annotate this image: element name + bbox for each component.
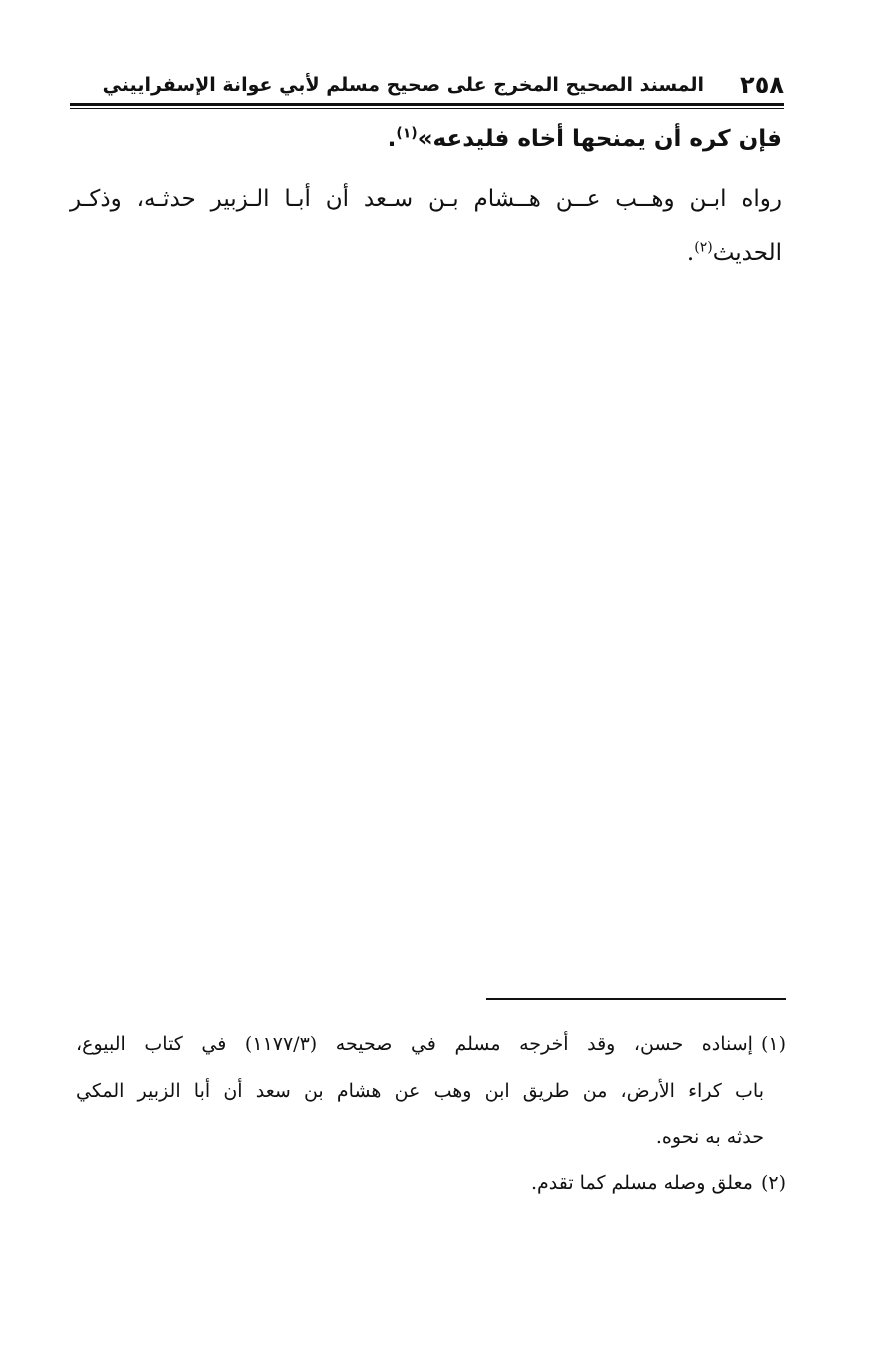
footnote-ref-1: (١): [396, 125, 418, 142]
hadith-text-end: .: [387, 126, 397, 152]
footnote-2-marker: (٢): [760, 1172, 786, 1194]
body-text-end: .: [686, 240, 695, 266]
footnote-1-line-3: حدثه به نحوه.: [655, 1126, 764, 1148]
footnote-ref-2: (٢): [694, 239, 713, 256]
footnote-1-line-2: باب كراء الأرض، من طريق ابن وهب عن هشام بن سعد أن أبا الزبير المكي: [76, 1080, 764, 1102]
header-rule-thin: [70, 108, 784, 109]
footnote-separator: [486, 998, 786, 1000]
body-paragraph-line-2: [687, 240, 782, 266]
footnote-1-marker: (١): [760, 1033, 786, 1055]
footnote-1-text-1: إسناده حسن، وقد أخرجه مسلم في صحيحه (١١٧٧/٣) في كتاب البيوع،: [76, 1033, 753, 1055]
header-rule: [70, 103, 784, 106]
body-paragraph-line-1: رواه ابـن وهــب عــن هــشام بـن سـعد أن أبـا الـزبير حدثـه، وذكـر: [70, 186, 782, 212]
body-text-hadith: الحديث: [712, 240, 782, 266]
footnote-2-text: معلق وصله مسلم كما تقدم.: [530, 1172, 753, 1194]
page-header: [70, 70, 784, 100]
page-number: ٢٥٨: [740, 71, 784, 99]
footnote-2-line-1: [531, 1172, 786, 1194]
hadith-text: فإن كره أن يمنحها أخاه فليدعه»: [417, 126, 782, 152]
hadith-text-line: [388, 126, 782, 152]
running-title: المسند الصحيح المخرج على صحيح مسلم لأبي عوانة الإسفراييني: [102, 74, 705, 96]
footnote-1-line-1: [76, 1033, 786, 1055]
